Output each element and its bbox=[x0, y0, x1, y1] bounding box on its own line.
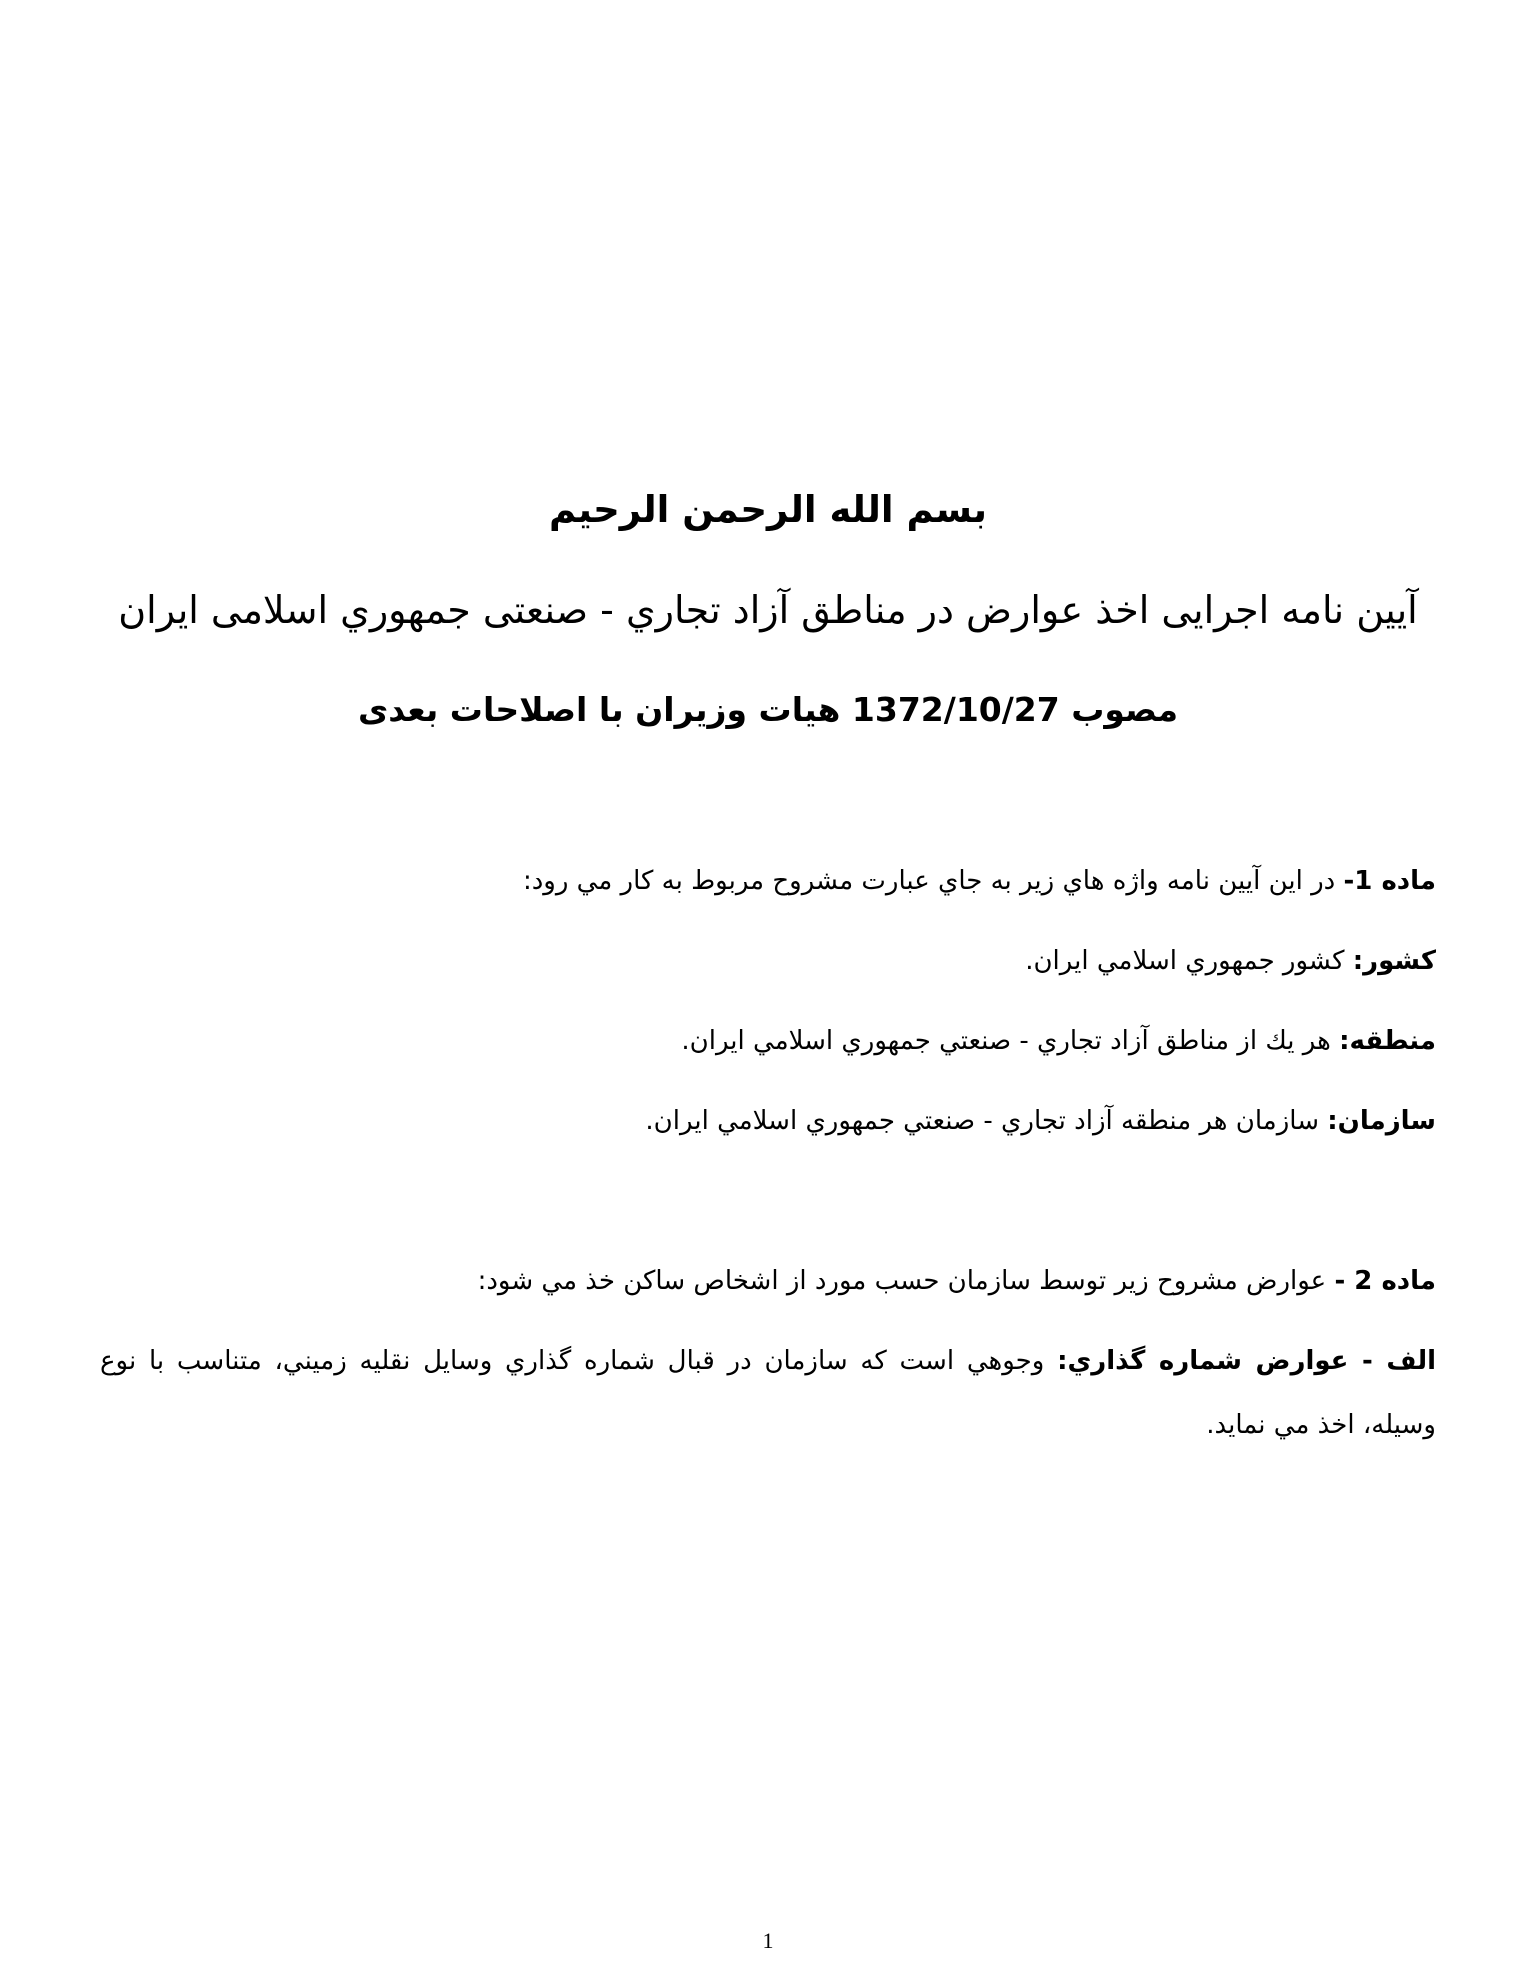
clause-a-text: وجوهي است كه سازمان در قبال شماره گذاري وسايل نقليه زميني، متناسب با نوع bbox=[100, 1346, 1045, 1376]
article-1-label: ماده 1- bbox=[1343, 866, 1436, 896]
article-1-text: در اين آيين نامه واژه هاي زير به جاي عبارت مشروح مربوط به كار مي رود: bbox=[522, 866, 1336, 896]
definition-organization-text: سازمان هر منطقه آزاد تجاري - صنعتي جمهوري اسلامي ايران. bbox=[645, 1106, 1319, 1136]
definition-zone-term: منطقه: bbox=[1339, 1026, 1436, 1056]
clause-a-line-2: وسيله، اخذ مي نمايد. bbox=[1206, 1410, 1436, 1440]
definition-country-term: كشور: bbox=[1352, 946, 1436, 976]
document-title: آيين نامه اجرايی اخذ عوارض در مناطق آزاد تجاري - صنعتی جمهوري اسلامی ايران bbox=[118, 588, 1418, 632]
clause-a-line-1 bbox=[100, 1346, 1436, 1376]
definition-organization bbox=[645, 1106, 1436, 1136]
definition-country-text: كشور جمهوري اسلامي ايران. bbox=[1025, 946, 1345, 976]
definition-zone bbox=[681, 1026, 1436, 1056]
article-2-text: عوارض مشروح زير توسط سازمان حسب مورد از اشخاص ساكن خذ مي شود: bbox=[477, 1266, 1327, 1296]
definition-organization-term: سازمان: bbox=[1327, 1106, 1436, 1136]
page-number: 1 bbox=[762, 1928, 774, 1953]
article-2 bbox=[478, 1266, 1436, 1296]
article-1 bbox=[523, 866, 1436, 896]
definition-country bbox=[1025, 946, 1436, 976]
approval-subtitle: مصوب 1372/10/27 هيات وزيران با اصلاحات بعدی bbox=[357, 690, 1179, 729]
basmala-heading: بسم الله الرحمن الرحيم bbox=[548, 488, 988, 531]
definition-zone-text: هر يك از مناطق آزاد تجاري - صنعتي جمهوري اسلامي ايران. bbox=[681, 1026, 1331, 1056]
article-2-label: ماده 2 - bbox=[1334, 1266, 1436, 1296]
clause-a-label: الف - عوارض شماره گذاري: bbox=[1057, 1346, 1437, 1376]
